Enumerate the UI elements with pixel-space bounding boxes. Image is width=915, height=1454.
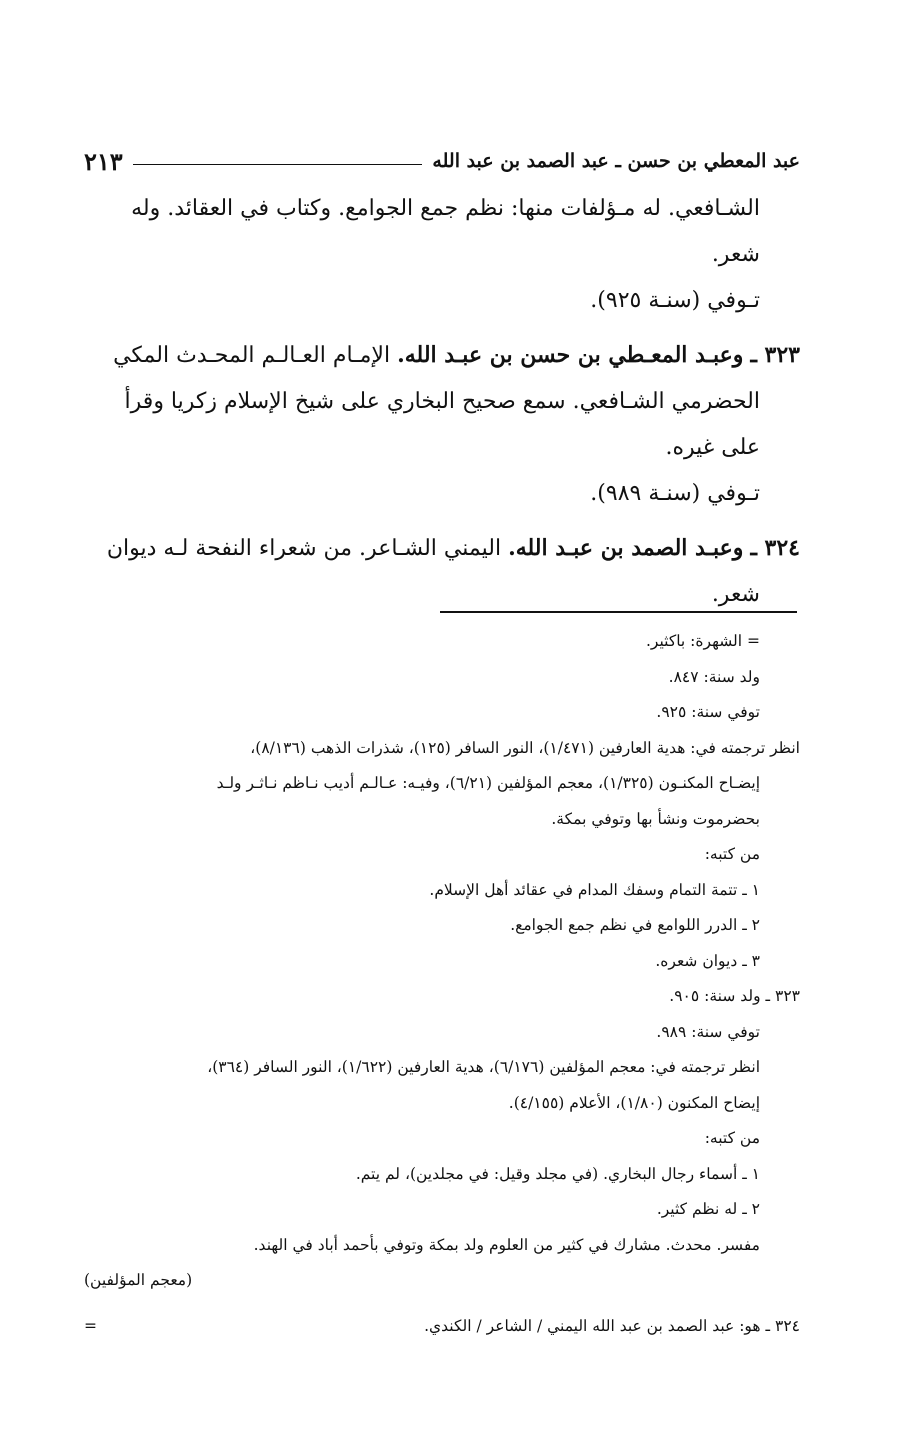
header-rule xyxy=(133,164,423,165)
footnote-list-item: ٢ ـ له نظم كثير. xyxy=(656,1200,760,1218)
footnote-line: ٣٢٣ ـ ولد سنة: ٩٠٥. xyxy=(669,987,800,1005)
footnote-line: توفي سنة: ٩٨٩. xyxy=(656,1022,760,1041)
entry-323-number: ٣٢٣ ـ xyxy=(750,342,800,368)
entry-323-death: تـوفي (سنـة ٩٨٩). xyxy=(590,481,760,506)
continuation-mark: = xyxy=(84,1316,97,1335)
footnote-separator xyxy=(440,611,797,613)
entry-323-line-2: الحضرمي الشـافعي. سمع صحيح البخاري على شيخ الإسلام زكريا وقرأ xyxy=(124,389,760,414)
footnote-line: من كتبه: xyxy=(704,1129,760,1147)
footnote-line: من كتبه: xyxy=(704,845,760,863)
entry-324-text: اليمني الشـاعر. من شعراء النفحة لـه ديوان xyxy=(106,536,502,561)
footnote-line: توفي سنة: ٩٢٥. xyxy=(656,703,760,721)
continuation-line-1: الشـافعي. له مـؤلفات منها: نظم جمع الجوامع. وكتاب في العقائد. وله xyxy=(131,196,760,221)
footnote-list-item: ١ ـ تتمة التمام وسفك المدام في عقائد أهل الإسلام. xyxy=(429,880,760,899)
main-text xyxy=(84,186,800,618)
footnote-line: انظر ترجمته في: معجم المؤلفين (٦/١٧٦)، هدية العارفين (١/٦٢٢)، النور السافر (٣٦٤)، xyxy=(207,1058,760,1076)
running-header xyxy=(84,146,800,176)
footnote-line: ٣٢٤ ـ هو: عبد الصمد بن عبد الله اليمني / الشاعر / الكندي. xyxy=(424,1316,800,1335)
footnote-source: (معجم المؤلفين) xyxy=(84,1271,193,1289)
entry-324-first-line xyxy=(84,525,800,572)
header-title: عبد المعطي بن حسن ـ عبد الصمد بن عبد الله xyxy=(432,150,800,172)
footnote-list-item: ٣ ـ ديوان شعره. xyxy=(655,951,760,970)
entry-323-line-3: على غيره. xyxy=(665,435,760,460)
entry-323-name: وعبـد المعـطي بن حسن بن عبـد الله. xyxy=(397,342,744,368)
continuation-death: تـوفي (سنـة ٩٢٥). xyxy=(590,288,760,313)
continuation-line-2: شعر. xyxy=(711,242,760,267)
entry-324-name: وعبـد الصمد بن عبـد الله. xyxy=(508,535,744,561)
entry-323-text: الإمـام العـالـم المحـدث المكي xyxy=(113,343,391,368)
footnote-line: مفسر. محدث. مشارك في كثير من العلوم ولد بمكة وتوفي بأحمد أباد في الهند. xyxy=(253,1235,760,1254)
footnote-line: ولد سنة: ٨٤٧. xyxy=(668,667,760,686)
entry-323-first-line xyxy=(84,332,800,379)
footnote-line: إيضـاح المكنـون (١/٣٢٥)، معجم المؤلفين (٦/٢١)، وفيـه: عـالـم أديب نـاظم نـاثـر ولـد xyxy=(216,774,760,792)
footnotes xyxy=(84,624,800,1344)
footnote-list-item: ١ ـ أسماء رجال البخاري. (في مجلد وقيل: في مجلدين)، لم يتم. xyxy=(355,1164,760,1183)
footnote-list-item: ٢ ـ الدرر اللوامع في نظم جمع الجوامع. xyxy=(510,916,760,934)
footnote-line: إيضاح المكنون (١/٨٠)، الأعلام (٤/١٥٥). xyxy=(508,1093,760,1112)
entry-324-number: ٣٢٤ ـ xyxy=(750,535,800,561)
footnote-line: انظر ترجمته في: هدية العارفين (١/٤٧١)، النور السافر (١٢٥)، شذرات الذهب (٨/١٣٦)، xyxy=(250,738,800,757)
footnote-last-line xyxy=(84,1309,800,1345)
page-number: ٢١٣ xyxy=(84,146,123,176)
entry-324-line-2: شعر. xyxy=(711,582,760,607)
footnote-line: = الشهرة: باكثير. xyxy=(646,632,760,650)
footnote-line: بحضرموت ونشأ بها وتوفي بمكة. xyxy=(551,809,760,828)
